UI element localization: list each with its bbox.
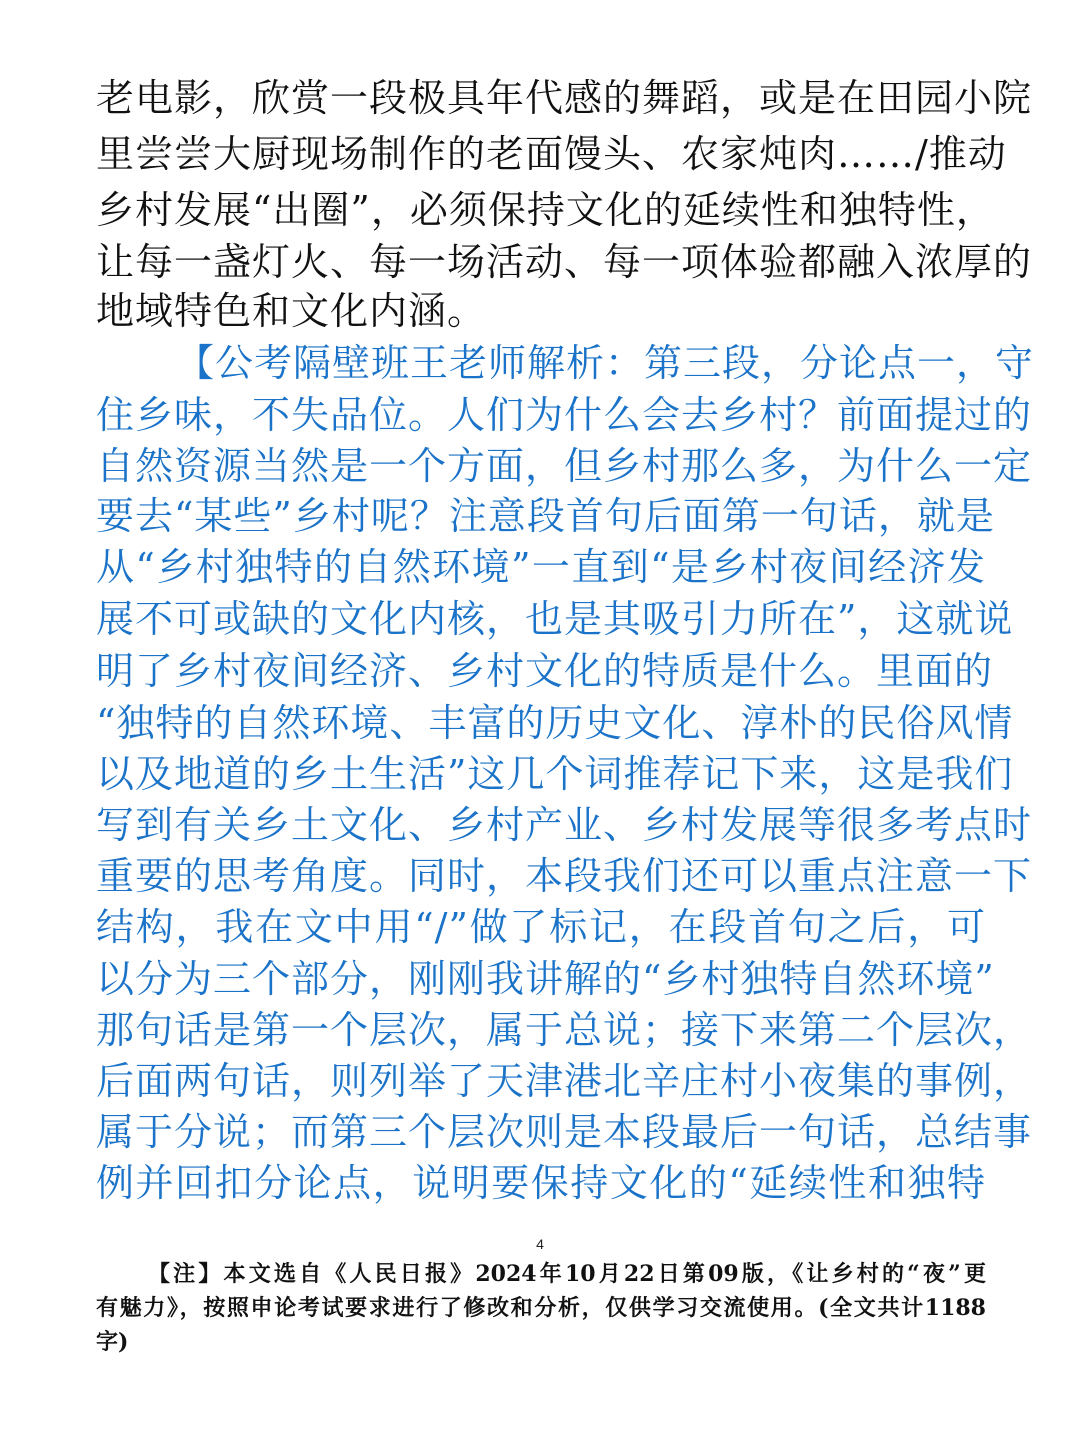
note-line: 字) [96,1329,129,1355]
analysis-line: 要去“某些”乡村呢？注意段首句后面第一句话，就是 [96,494,995,538]
analysis-line: 【公考隔壁班王老师解析：第三段，分论点一，守 [176,341,1035,385]
analysis-line: 以分为三个部分，刚刚我讲解的“乡村独特自然环境” [96,957,995,1001]
analysis-line: 住乡味，不失品位。人们为什么会去乡村？前面提过的 [96,393,1033,437]
analysis-line: 结构，我在文中用“/”做了标记，在段首句之后，可 [96,905,986,949]
body-line: 乡村发展“出圈”，必须保持文化的延续性和独特性， [96,188,995,232]
note-line: 有魅力》，按照申论考试要求进行了修改和分析，仅供学习交流使用。(全文共计1188 [96,1295,986,1321]
analysis-line: 写到有关乡土文化、乡村产业、乡村发展等很多考点时 [96,803,1033,847]
body-line: 里尝尝大厨现场制作的老面馒头、农家炖肉……/推动 [96,132,1007,176]
analysis-line: “独特的自然环境、丰富的历史文化、淳朴的民俗风情 [96,701,1014,745]
analysis-line: 后面两句话，则列举了天津港北辛庄村小夜集的事例， [96,1059,1033,1103]
page-number: 4 [536,1236,544,1252]
analysis-line: 那句话是第一个层次，属于总说；接下来第二个层次， [96,1008,1033,1052]
body-line: 地域特色和文化内涵。 [96,289,487,333]
analysis-line: 展不可或缺的文化内核，也是其吸引力所在”，这就说 [96,597,1014,641]
analysis-line: 从“乡村独特的自然环境”一直到“是乡村夜间经济发 [96,545,986,589]
body-line: 让每一盏灯火、每一场活动、每一项体验都融入浓厚的 [96,240,1033,284]
body-line: 老电影，欣赏一段极具年代感的舞蹈，或是在田园小院 [96,76,1033,120]
analysis-line: 自然资源当然是一个方面，但乡村那么多，为什么一定 [96,444,1033,488]
analysis-line: 以及地道的乡土生活”这几个词推荐记下来，这是我们 [96,752,1014,796]
analysis-line: 例并回扣分论点，说明要保持文化的“延续性和独特 [96,1161,986,1205]
analysis-line: 属于分说；而第三个层次则是本段最后一句话，总结事 [96,1110,1033,1154]
analysis-line: 重要的思考角度。同时，本段我们还可以重点注意一下 [96,854,1033,898]
analysis-line: 明了乡村夜间经济、乡村文化的特质是什么。里面的 [96,649,994,693]
note-line: 【注】本文选自《人民日报》2024年10月22日第09版，《让乡村的“夜”更 [148,1261,986,1287]
